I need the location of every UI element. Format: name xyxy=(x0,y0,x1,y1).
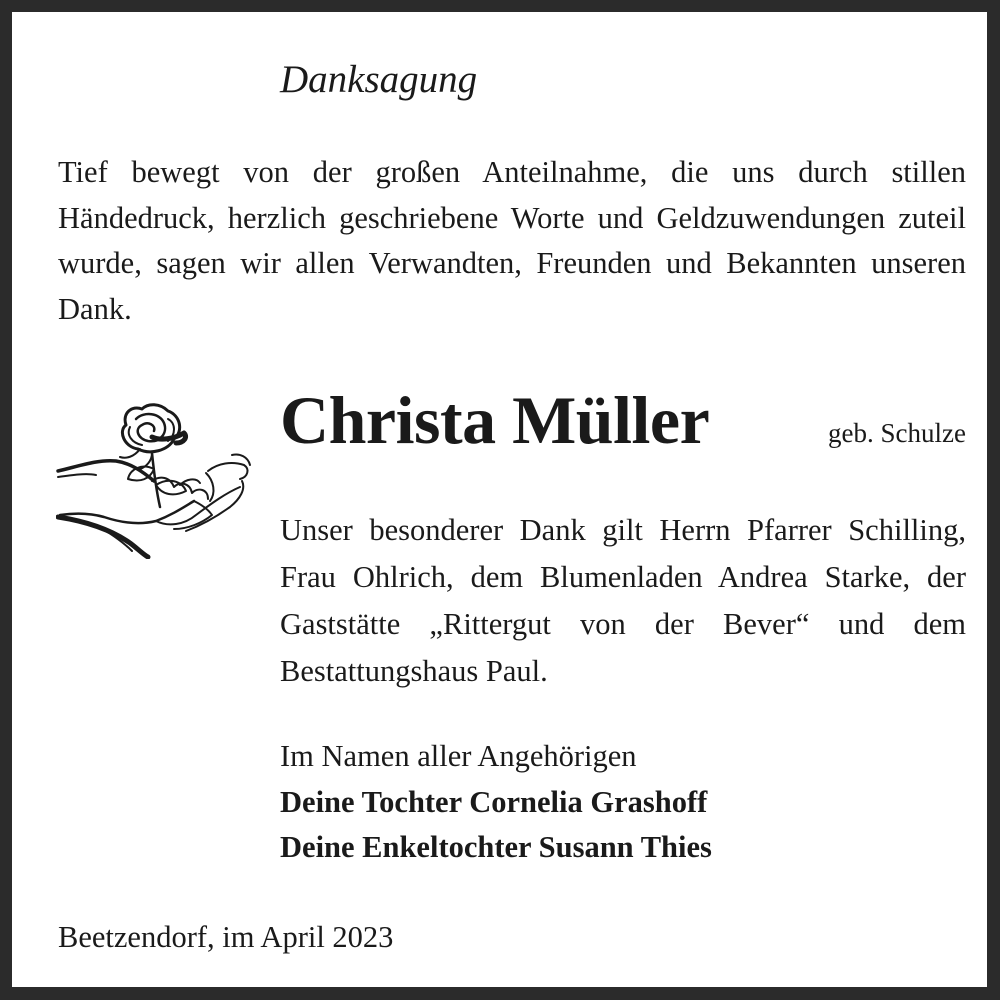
notice-heading: Danksagung xyxy=(280,58,478,101)
intro-paragraph: Tief bewegt von der großen Anteilnahme, die uns durch stillen Händedruck, herzlich geschriebene Worte und Geldzuwendungen zuteil wurde, sagen wir allen Verwandten, Freunden und Bekannten unseren Dank. xyxy=(58,155,966,326)
place-date: Beetzendorf, im April 2023 xyxy=(58,920,394,954)
signature-block xyxy=(280,734,712,871)
special-thanks-paragraph: Unser besonderer Dank gilt Herrn Pfarrer Schilling, Frau Ohlrich, dem Blumenladen Andrea Starke, der Gaststätte „Rittergut von der Bever“ und dem Bestattungshaus Paul. xyxy=(280,513,966,688)
name-row xyxy=(280,380,966,460)
deceased-name: Christa Müller xyxy=(280,382,710,458)
maiden-name: geb. Schulze xyxy=(828,418,966,448)
signatory-granddaughter: Deine Enkeltochter Susann Thies xyxy=(280,830,712,864)
signatory-daughter: Deine Tochter Cornelia Grashoff xyxy=(280,784,708,819)
hand-holding-rose-icon xyxy=(56,397,256,559)
on-behalf-line: Im Namen aller Angehörigen xyxy=(280,739,637,773)
